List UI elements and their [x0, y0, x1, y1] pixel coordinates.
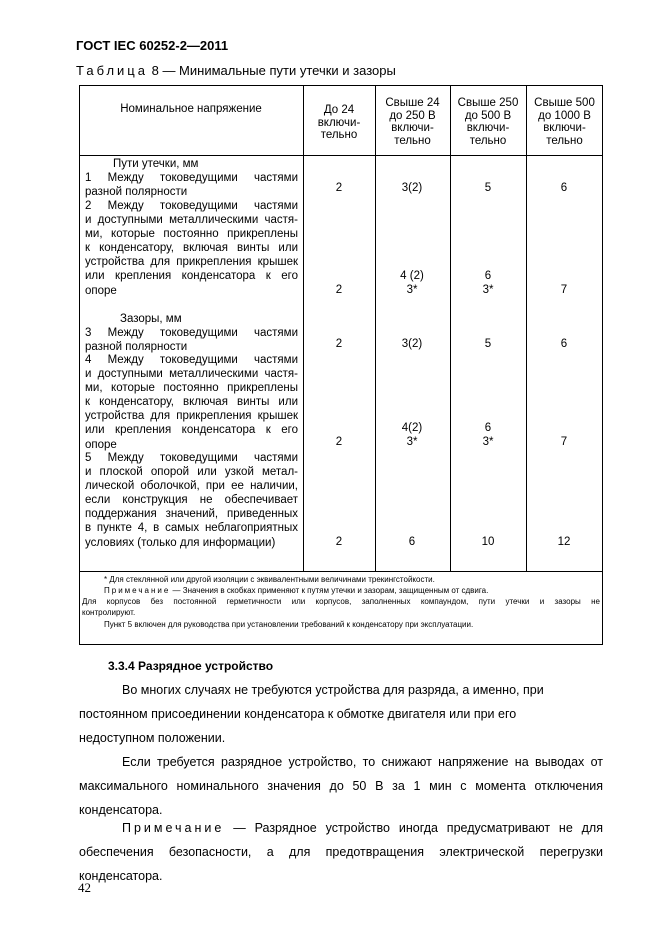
row-5-col-2: 6 — [408, 536, 416, 548]
row-3-text: 3 Между токоведущими частями разной полярности — [85, 327, 298, 354]
table-footnote: * Для стеклянной или другой изоляции с эквивалентными величинами трекингстойкости. — [104, 575, 435, 584]
col-divider-4 — [526, 85, 527, 572]
table-note-line-5: Пункт 5 включен для руководства при установлении требований к конденсатору при эксплуатации. — [104, 620, 474, 629]
table-note-line-4: контролируют. — [82, 608, 136, 617]
row-2-text: 2 Между токоведущими частями и доступными металлическими частя- ми, которые постоянно прикреплены к конденсатору, включая винты или устройства для прикрепления крышек или крепления конденсатора к его опоре — [85, 200, 298, 297]
row-3-col-3: 5 — [484, 338, 492, 350]
row-3-col-2: 3(2) — [401, 338, 423, 350]
row-4-col-4: 7 — [560, 436, 568, 448]
col-divider-2 — [375, 85, 376, 572]
header-col-1: До 24 включи- тельно — [317, 104, 361, 141]
row-1-text: 1 Между токоведущими частями разной полярности — [85, 172, 298, 199]
row-4-col-3: 6 3* — [482, 422, 494, 449]
row-4-col-2: 4(2) 3* — [401, 422, 423, 449]
col-divider-1 — [303, 85, 304, 572]
notes-rule — [79, 571, 603, 572]
row-4-col-1: 2 — [335, 436, 343, 448]
document-id: ГОСТ IEC 60252-2—2011 — [76, 38, 229, 53]
table-caption — [76, 63, 396, 78]
creepage-heading: Пути утечки, мм — [113, 158, 199, 170]
table-caption-word: Таблица — [76, 63, 148, 78]
row-3-col-4: 6 — [560, 338, 568, 350]
row-1-col-4: 6 — [560, 182, 568, 194]
row-5-col-4: 12 — [557, 536, 571, 548]
row-1-col-3: 5 — [484, 182, 492, 194]
page-number: 42 — [78, 880, 91, 895]
header-rule — [79, 155, 603, 156]
header-nominal-voltage: Номинальное напряжение — [120, 103, 262, 115]
row-5-col-3: 10 — [481, 536, 495, 548]
row-2-col-4: 7 — [560, 284, 568, 296]
row-2-col-1: 2 — [335, 284, 343, 296]
table-note-line-3: Для корпусов без постоянной герметичности или корпусов, заполненных компаундом, пути утечки и зазоры не — [82, 597, 600, 606]
header-col-3: Свыше 250 до 500 В включи- тельно — [457, 97, 519, 147]
row-5-col-1: 2 — [335, 536, 343, 548]
note-paragraph: Примечание — Разрядное устройство иногда предусматривают не для обеспечения безопасности, а для предотвращения электрической перегрузки конденсатора. — [79, 821, 603, 883]
col-divider-3 — [450, 85, 451, 572]
header-col-2: Свыше 24 до 250 В включи- тельно — [385, 97, 440, 147]
section-title: 3.3.4 Разрядное устройство — [108, 659, 274, 673]
paragraph-2: Если требуется разрядное устройство, то снижают напряжение на выводах от максимального номинального значения до 50 В за 1 мин с момента отключения конденсатора. — [79, 755, 603, 817]
row-5-text: 5 Между токоведущими частями и плоской опорой или узкой метал- лической оболочкой, при ее наличии, если конструкция не обеспечивает поддержания значений, приведенных в пункте 4, в самых неблагоприятных условиях (только для информации) — [85, 452, 298, 549]
row-1-col-2: 3(2) — [401, 182, 423, 194]
row-2-col-3: 6 3* — [482, 270, 494, 297]
row-1-col-1: 2 — [335, 182, 343, 194]
header-col-4: Свыше 500 до 1000 В включи- тельно — [534, 97, 595, 147]
table-caption-text: 8 — Минимальные пути утечки и зазоры — [147, 63, 396, 78]
row-2-col-2: 4 (2) 3* — [400, 270, 424, 297]
table-note-heading: Примечание — Значения в скобках применяют к путям утечки и зазорам, защищенным от сдвига. — [104, 586, 489, 595]
paragraph-1: Во многих случаях не требуются устройства для разряда, а именно, при постоянном присоединении конденсатора к обмотке двигателя или при его недоступном положении. — [79, 683, 544, 745]
row-3-col-1: 2 — [335, 338, 343, 350]
clearance-heading: Зазоры, мм — [120, 313, 182, 325]
row-4-text: 4 Между токоведущими частями и доступными металлическими частя- ми, которые постоянно прикреплены к конденсатору, включая винты или устройства для прикрепления крышек или крепления конденсатора к его опоре — [85, 354, 298, 451]
